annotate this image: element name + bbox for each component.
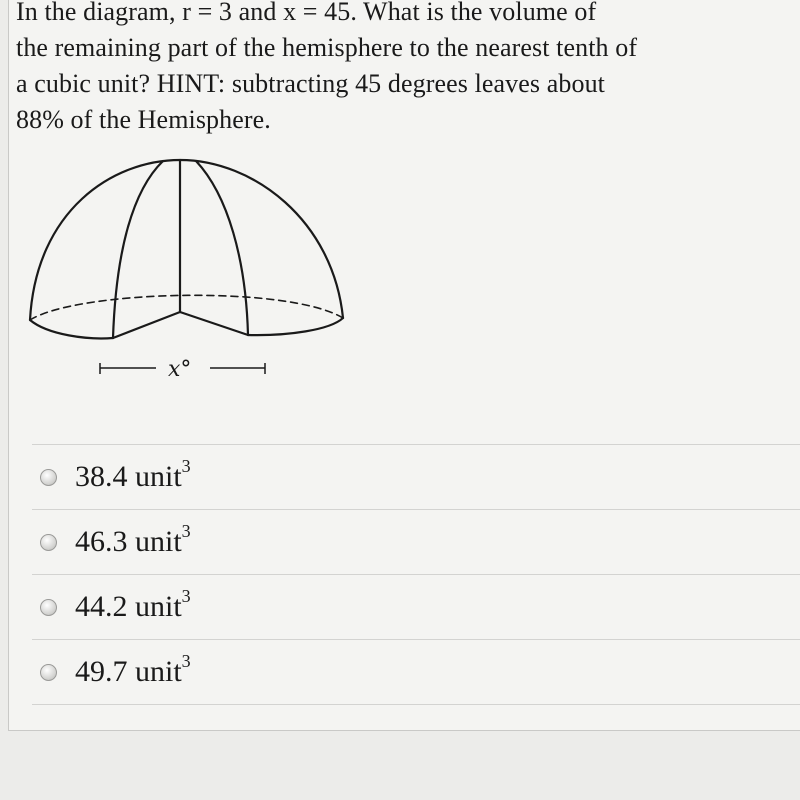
radio-button[interactable] [40, 534, 57, 551]
answer-option[interactable] [32, 444, 800, 509]
hemisphere-diagram [18, 150, 358, 390]
answer-label: 46.3 unit$^3$ [75, 521, 191, 558]
question-line: 88% of the Hemisphere. [16, 105, 271, 134]
meridian-line [113, 161, 163, 338]
answer-label: 44.2 unit$^3$ [75, 586, 191, 623]
answer-label: 49.7 unit$^3$ [75, 651, 191, 688]
radio-button[interactable] [40, 469, 57, 486]
meridian-line [196, 161, 248, 335]
base-front-edge [248, 318, 343, 335]
wedge-edge [113, 312, 248, 338]
radio-button[interactable] [40, 599, 57, 616]
answer-label: 38.4 unit$^3$ [75, 456, 191, 493]
angle-bracket [210, 363, 265, 374]
base-front-edge [30, 320, 113, 338]
answer-option[interactable] [32, 639, 800, 705]
radio-button[interactable] [40, 664, 57, 681]
question-line: the remaining part of the hemisphere to the nearest tenth of [16, 33, 638, 62]
question-line: In the diagram, r = 3 and x = 45. What is the volume of [16, 0, 597, 26]
answer-option[interactable] [32, 509, 800, 574]
angle-label: x° [168, 357, 192, 382]
question-line: a cubic unit? HINT: subtracting 45 degrees leaves about [16, 69, 606, 98]
answer-options [32, 444, 800, 705]
angle-bracket [100, 363, 156, 374]
base-back-edge [30, 295, 343, 320]
question-text [16, 0, 796, 138]
answer-option[interactable] [32, 574, 800, 639]
